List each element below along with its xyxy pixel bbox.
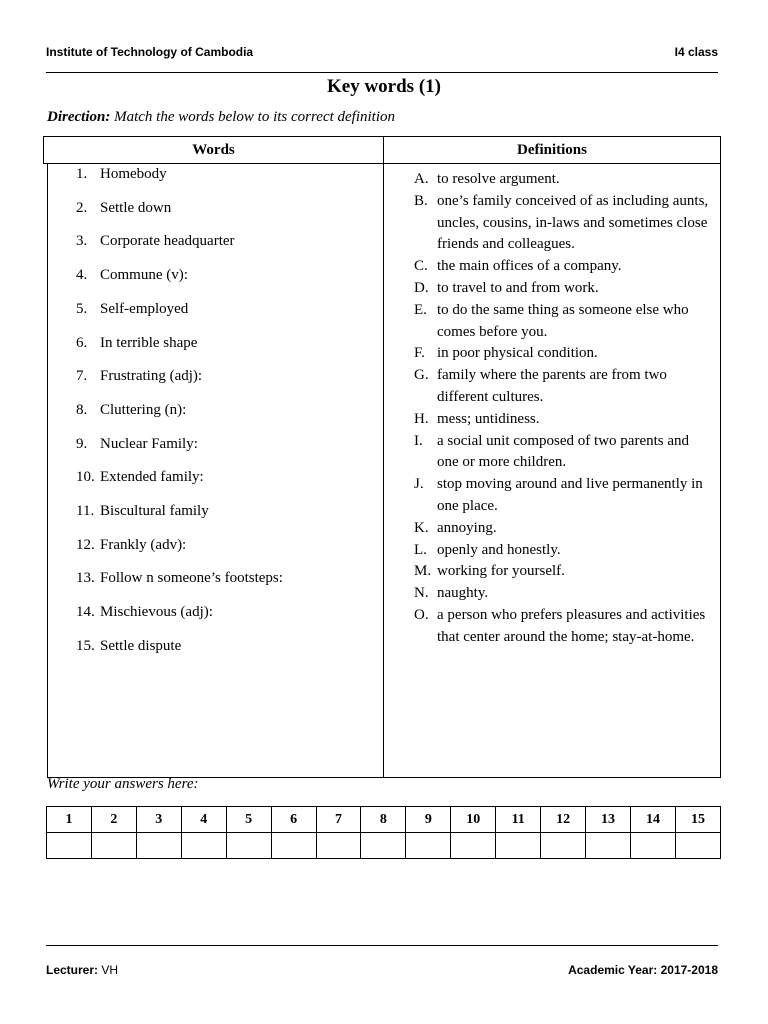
definition-letter: M.	[414, 563, 432, 580]
answer-number-cell: 4	[181, 807, 226, 833]
definition-item	[414, 605, 714, 649]
definitions-list	[414, 169, 714, 649]
direction-label: Direction:	[47, 109, 111, 125]
definition-letter: K.	[414, 519, 429, 536]
answer-blank-cell[interactable]	[271, 833, 316, 859]
answer-blank-cell[interactable]	[136, 833, 181, 859]
definition-text: a social unit composed of two parents and one or more children.	[437, 432, 690, 471]
answer-number-cell: 14	[630, 807, 675, 833]
definition-letter: C.	[414, 258, 428, 275]
word-text: Self-employed	[100, 300, 189, 317]
word-number: 14.	[76, 604, 95, 621]
answer-number-cell: 6	[271, 807, 316, 833]
definition-text: working for yourself.	[437, 563, 565, 580]
definition-item	[414, 343, 714, 365]
word-text: Commune (v):	[100, 267, 188, 284]
word-number: 7.	[76, 368, 88, 385]
answer-blank-cell[interactable]	[630, 833, 675, 859]
lecturer	[46, 963, 118, 977]
definition-letter: L.	[414, 541, 427, 558]
definitions-column	[383, 164, 721, 778]
definition-letter: A.	[414, 171, 429, 187]
definition-text: annoying.	[437, 519, 497, 536]
definition-text: to travel to and from work.	[437, 279, 599, 296]
word-number: 1.	[76, 166, 88, 182]
definition-item	[414, 474, 714, 518]
academic-year	[568, 963, 718, 977]
word-text: Cluttering (n):	[100, 401, 187, 418]
word-text: Frustrating (adj):	[100, 368, 203, 385]
academic-year-label: Academic Year:	[568, 963, 658, 977]
definition-letter: H.	[414, 410, 429, 427]
word-number: 13.	[76, 570, 95, 587]
definition-text: the main offices of a company.	[437, 258, 622, 275]
answer-number-cell: 10	[451, 807, 496, 833]
word-number: 2.	[76, 199, 88, 216]
answers-label: Write your answers here:	[47, 776, 199, 792]
answer-blank-cell[interactable]	[675, 833, 720, 859]
definition-text: to resolve argument.	[437, 171, 560, 187]
answer-number-cell: 15	[675, 807, 720, 833]
definition-item	[414, 540, 714, 562]
word-number: 8.	[76, 401, 88, 418]
institute-name: Institute of Technology of Cambodia	[46, 45, 254, 59]
definition-text: mess; untidiness.	[437, 410, 540, 427]
answer-number-cell: 9	[406, 807, 451, 833]
answer-number-cell: 7	[316, 807, 361, 833]
definition-item	[414, 583, 714, 605]
definitions-header: Definitions	[383, 136, 721, 164]
answers-number-row	[47, 807, 721, 833]
definition-letter: I.	[414, 432, 423, 449]
words-header: Words	[43, 136, 384, 164]
answer-blank-cell[interactable]	[496, 833, 541, 859]
answer-blank-cell[interactable]	[586, 833, 631, 859]
answer-blank-cell[interactable]	[226, 833, 271, 859]
word-text: In terrible shape	[100, 334, 198, 351]
answer-blank-cell[interactable]	[181, 833, 226, 859]
answer-number-cell: 8	[361, 807, 406, 833]
definition-letter: J.	[414, 476, 424, 493]
word-text: Settle dispute	[100, 637, 182, 654]
page-title: Key words (1)	[327, 76, 441, 97]
answer-number-cell: 12	[541, 807, 586, 833]
direction-text: Match the words below to its correct definition	[114, 109, 396, 125]
definition-item	[414, 409, 714, 431]
class-label: I4 class	[674, 45, 718, 59]
definition-text: openly and honestly.	[437, 541, 561, 558]
word-number: 10.	[76, 469, 95, 486]
word-text: Frankly (adv):	[100, 536, 187, 553]
answer-blank-cell[interactable]	[91, 833, 136, 859]
answer-number-cell: 13	[586, 807, 631, 833]
word-number: 12.	[76, 536, 95, 553]
words-column	[47, 164, 384, 778]
answer-blank-cell[interactable]	[361, 833, 406, 859]
answer-number-cell: 11	[496, 807, 541, 833]
direction	[47, 109, 395, 126]
definition-text: naughty.	[437, 585, 489, 602]
definition-item	[414, 169, 714, 191]
word-number: 9.	[76, 435, 88, 452]
word-text: Settle down	[100, 199, 172, 216]
word-number: 11.	[76, 503, 95, 519]
definition-text: one’s family conceived of as including aunts, uncles, cousins, in-laws and sometimes close friends and colleagues.	[437, 192, 709, 253]
definition-text: to do the same thing as someone else who comes before you.	[437, 301, 689, 340]
definition-item	[414, 256, 714, 278]
definition-item	[414, 191, 714, 256]
word-text: Corporate headquarter	[100, 233, 235, 250]
definition-text: in poor physical condition.	[437, 345, 598, 362]
definition-letter: B.	[414, 192, 428, 209]
word-number: 4.	[76, 267, 88, 284]
word-text: Follow n someone’s footsteps:	[100, 570, 283, 587]
word-number: 3.	[76, 233, 88, 250]
answer-number-cell: 3	[136, 807, 181, 833]
definition-item	[414, 300, 714, 344]
definition-letter: D.	[414, 279, 429, 296]
answer-blank-cell[interactable]	[316, 833, 361, 859]
answer-number-cell: 2	[91, 807, 136, 833]
answers-blank-row	[47, 833, 721, 859]
definition-text: stop moving around and live permanently in one place.	[437, 476, 703, 514]
word-text: Mischievous (adj):	[100, 604, 213, 621]
lecturer-label: Lecturer:	[46, 963, 99, 977]
word-text: Biscultural family	[100, 503, 209, 519]
answer-blank-cell[interactable]	[541, 833, 586, 859]
answer-blank-cell[interactable]	[47, 833, 92, 859]
word-text: Homebody	[100, 166, 167, 182]
definition-letter: N.	[414, 585, 429, 602]
answer-blank-cell[interactable]	[451, 833, 496, 859]
definition-item	[414, 431, 714, 475]
definition-item	[414, 518, 714, 540]
word-number: 5.	[76, 300, 88, 317]
word-number: 15.	[76, 637, 95, 654]
answer-number-cell: 5	[226, 807, 271, 833]
word-text: Nuclear Family:	[100, 435, 198, 452]
definition-text: a person who prefers pleasures and activities that center around the home; stay-at-home.	[437, 606, 706, 645]
academic-year-value: 2017-2018	[660, 963, 718, 977]
definition-item	[414, 278, 714, 300]
matching-table	[43, 136, 721, 778]
word-number: 6.	[76, 334, 88, 351]
answers-table	[46, 806, 721, 859]
word-text: Extended family:	[100, 469, 204, 486]
definition-letter: O.	[414, 606, 429, 623]
definition-text: family where the parents are from two different cultures.	[437, 367, 667, 405]
footer-rule	[46, 945, 718, 946]
definition-letter: F.	[414, 345, 425, 362]
definition-item	[414, 561, 714, 583]
definition-item	[414, 365, 714, 409]
lecturer-name: VH	[101, 963, 119, 977]
definition-letter: G.	[414, 367, 429, 384]
answer-blank-cell[interactable]	[406, 833, 451, 859]
definition-letter: E.	[414, 301, 427, 318]
answer-number-cell: 1	[47, 807, 92, 833]
header-rule	[46, 72, 718, 73]
